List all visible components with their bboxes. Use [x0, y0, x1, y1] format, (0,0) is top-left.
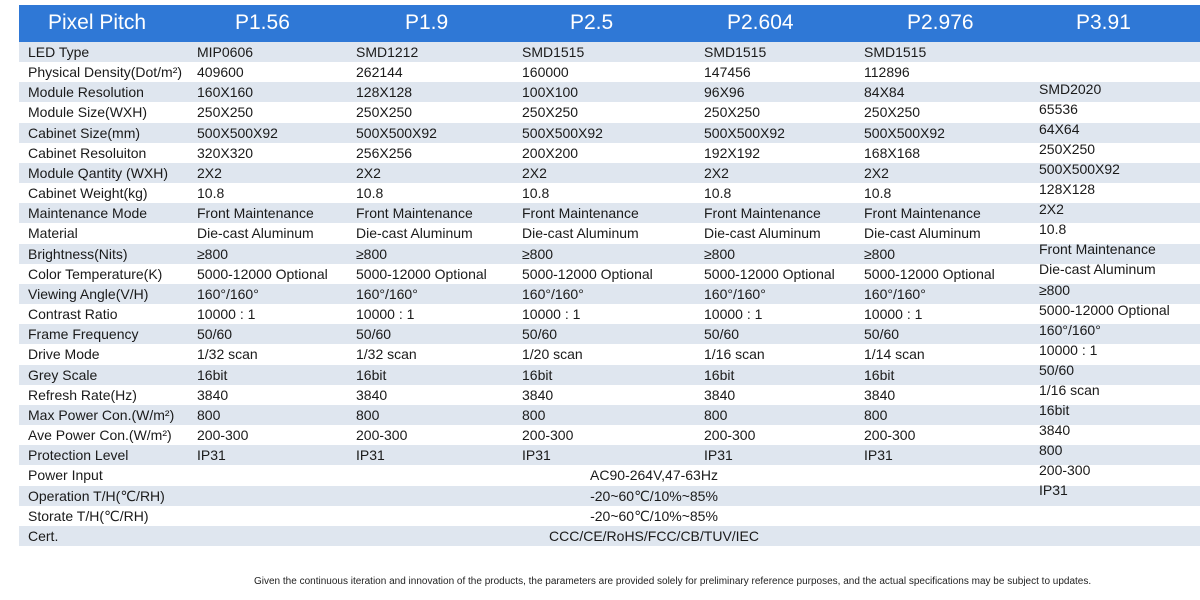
table-row [19, 264, 1200, 284]
row-label: Module Qantity (WXH) [28, 164, 169, 181]
table-cell: ≥800 [356, 245, 388, 262]
table-row [19, 203, 1200, 223]
header-model: P2.5 [570, 11, 614, 34]
table-cell: 500X500X92 [704, 124, 785, 141]
table-cell: Die-cast Aluminum [864, 225, 981, 242]
p391-cell: 250X250 [1039, 141, 1096, 158]
table-cell: 128X128 [356, 84, 413, 101]
p391-cell: Die-cast Aluminum [1039, 261, 1156, 278]
table-cell: 160°/160° [522, 285, 584, 302]
p391-cell: 800 [1039, 441, 1063, 458]
header-model: P1.56 [235, 11, 290, 34]
table-cell: Die-cast Aluminum [522, 225, 639, 242]
table-cell: IP31 [704, 447, 733, 464]
table-cell: IP31 [197, 447, 226, 464]
table-cell: SMD1515 [704, 44, 767, 60]
table-cell: 168X168 [864, 144, 921, 161]
row-label: Ave Power Con.(W/m²) [28, 427, 172, 444]
p391-cell: Front Maintenance [1039, 241, 1156, 258]
table-cell: 5000-12000 Optional [864, 265, 995, 282]
row-label: LED Type [28, 44, 90, 60]
table-cell: 800 [522, 406, 546, 423]
table-cell: 500X500X92 [356, 124, 437, 141]
table-row [19, 465, 1200, 485]
table-cell: 10.8 [356, 185, 384, 202]
table-cell: 5000-12000 Optional [197, 265, 328, 282]
header-row [19, 5, 1200, 42]
table-cell: 1/32 scan [356, 346, 417, 363]
table-cell: ≥800 [704, 245, 736, 262]
table-cell: 192X192 [704, 144, 761, 161]
row-label: Max Power Con.(W/m²) [28, 406, 175, 423]
header-model: P3.91 [1076, 11, 1131, 34]
table-cell: 2X2 [197, 164, 222, 181]
table-cell: 200-300 [356, 427, 408, 444]
row-label: Power Input [28, 467, 103, 484]
table-cell: 800 [356, 406, 380, 423]
row-label: Refresh Rate(Hz) [28, 386, 137, 403]
table-cell: 5000-12000 Optional [704, 265, 835, 282]
table-cell: 10.8 [522, 185, 550, 202]
table-cell: 800 [864, 406, 888, 423]
table-cell: Front Maintenance [522, 205, 639, 222]
footnote: Given the continuous iteration and innovation of the products, the parameters are provided solely for preliminary reference purposes, and the actual specifications may be subject to updates. [254, 576, 1092, 587]
table-cell: 160X160 [197, 84, 254, 101]
table-cell: ≥800 [522, 245, 554, 262]
table-cell: Front Maintenance [704, 205, 821, 222]
table-cell: 500X500X92 [197, 124, 278, 141]
table-row [19, 365, 1200, 385]
table-cell: 160000 [522, 64, 569, 81]
table-cell: 100X100 [522, 84, 579, 101]
row-label: Protection Level [28, 447, 129, 464]
table-cell: 50/60 [356, 326, 392, 343]
table-cell: SMD1515 [522, 44, 585, 60]
table-row [19, 324, 1200, 344]
row-label: Storate T/H(℃/RH) [28, 507, 149, 524]
table-row [19, 163, 1200, 183]
merged-cell: AC90-264V,47-63Hz [590, 467, 718, 484]
table-cell: 800 [704, 406, 728, 423]
row-label: Cabinet Size(mm) [28, 124, 141, 141]
p391-cell: 3840 [1039, 421, 1071, 438]
p391-cell: 64X64 [1039, 121, 1080, 138]
row-label: Viewing Angle(V/H) [28, 285, 149, 302]
table-cell: 2X2 [864, 164, 889, 181]
table-row [19, 82, 1200, 102]
table-cell: IP31 [522, 447, 551, 464]
table-cell: 50/60 [197, 326, 233, 343]
table-cell: 250X250 [356, 104, 413, 121]
table-cell: 409600 [197, 64, 244, 81]
table-cell: Front Maintenance [356, 205, 473, 222]
table-row [19, 486, 1200, 506]
table-cell: 160°/160° [356, 285, 418, 302]
table-cell: 84X84 [864, 84, 905, 101]
table-cell: 3840 [197, 386, 229, 403]
table-cell: 320X320 [197, 144, 254, 161]
table-cell: 200-300 [864, 427, 916, 444]
table-cell: 3840 [522, 386, 554, 403]
table-cell: 1/20 scan [522, 346, 583, 363]
table-cell: SMD1515 [864, 44, 927, 60]
table-cell: 200-300 [704, 427, 756, 444]
table-row [19, 425, 1200, 445]
row-label: Operation T/H(℃/RH) [28, 487, 165, 504]
table-cell: ≥800 [864, 245, 896, 262]
p391-cell: IP31 [1039, 482, 1068, 498]
table-cell: 2X2 [522, 164, 547, 181]
table-cell: 256X256 [356, 144, 413, 161]
row-label: Module Size(WXH) [28, 104, 148, 121]
p391-cell: SMD2020 [1039, 81, 1102, 97]
table-row [19, 102, 1200, 122]
table-cell: 1/32 scan [197, 346, 258, 363]
table-cell: 112896 [864, 64, 910, 81]
table-cell: 10000 : 1 [864, 306, 923, 323]
table-cell: 5000-12000 Optional [356, 265, 487, 282]
table-cell: 10.8 [197, 185, 225, 202]
table-cell: 10000 : 1 [197, 306, 256, 323]
table-cell: 200-300 [522, 427, 574, 444]
merged-cell: -20~60℃/10%~85% [590, 487, 718, 504]
table-cell: 16bit [522, 366, 553, 383]
table-cell: 250X250 [522, 104, 579, 121]
table-cell: 3840 [356, 386, 388, 403]
table-cell: 800 [197, 406, 221, 423]
table-row [19, 42, 1200, 62]
row-label: Brightness(Nits) [28, 245, 128, 262]
p391-cell: 10.8 [1039, 221, 1067, 238]
table-cell: 10000 : 1 [356, 306, 415, 323]
table-cell: 16bit [704, 366, 735, 383]
p391-cell: ≥800 [1039, 281, 1071, 298]
p391-cell: 16bit [1039, 401, 1070, 418]
table-row [19, 143, 1200, 163]
table-row [19, 506, 1200, 526]
row-label: Grey Scale [28, 366, 98, 383]
table-row [19, 445, 1200, 465]
table-cell: 50/60 [864, 326, 900, 343]
table-cell: MIP0606 [197, 44, 254, 60]
header-model: P1.9 [405, 11, 449, 34]
table-cell: 200-300 [197, 427, 249, 444]
table-cell: 16bit [356, 366, 387, 383]
table-cell: 250X250 [864, 104, 921, 121]
table-cell: 250X250 [197, 104, 254, 121]
row-label: Contrast Ratio [28, 306, 118, 323]
row-label: Physical Density(Dot/m²) [28, 64, 183, 81]
row-label: Module Resolution [28, 84, 144, 101]
table-row [19, 344, 1200, 364]
table-cell: 262144 [356, 64, 403, 81]
p391-cell: 500X500X92 [1039, 161, 1120, 178]
table-cell: 16bit [864, 366, 895, 383]
table-cell: 160°/160° [704, 285, 766, 302]
header-model: P2.976 [907, 11, 974, 34]
table-cell: IP31 [864, 447, 893, 464]
table-cell: 3840 [704, 386, 736, 403]
p391-cell: 50/60 [1039, 361, 1075, 378]
table-cell: 16bit [197, 366, 228, 383]
table-cell: 147456 [704, 64, 751, 81]
table-cell: 160°/160° [864, 285, 926, 302]
table-cell: IP31 [356, 447, 385, 464]
table-row [19, 123, 1200, 143]
merged-cell: -20~60℃/10%~85% [590, 507, 718, 524]
table-cell: 3840 [864, 386, 896, 403]
table-cell: Die-cast Aluminum [356, 225, 473, 242]
p391-cell: 10000 : 1 [1039, 341, 1098, 358]
table-row [19, 223, 1200, 243]
p391-cell: 1/16 scan [1039, 381, 1100, 398]
table-cell: 500X500X92 [864, 124, 945, 141]
table-cell: 160°/160° [197, 285, 259, 302]
table-cell: SMD1212 [356, 44, 419, 60]
table-cell: Die-cast Aluminum [197, 225, 314, 242]
table-cell: 50/60 [522, 326, 558, 343]
p391-cell: 2X2 [1039, 201, 1064, 218]
table-cell: 500X500X92 [522, 124, 603, 141]
table-cell: Front Maintenance [197, 205, 314, 222]
table-cell: 1/16 scan [704, 346, 765, 363]
table-cell: ≥800 [197, 245, 229, 262]
table-row [19, 183, 1200, 203]
p391-cell: 65536 [1039, 101, 1078, 118]
table-row [19, 405, 1200, 425]
header-model: P2.604 [727, 11, 794, 34]
table-row [19, 385, 1200, 405]
table-cell: Front Maintenance [864, 205, 981, 222]
row-label: Drive Mode [28, 346, 100, 363]
row-label: Maintenance Mode [28, 205, 148, 222]
header-title: Pixel Pitch [48, 11, 147, 34]
p391-cell: 200-300 [1039, 461, 1091, 478]
table-cell: 250X250 [704, 104, 761, 121]
row-label: Cert. [28, 527, 59, 544]
row-label: Frame Frequency [28, 326, 139, 343]
table-cell: 10.8 [704, 185, 732, 202]
table-cell: 2X2 [704, 164, 729, 181]
spec-table [19, 5, 1200, 546]
table-cell: 10.8 [864, 185, 892, 202]
table-cell: 10000 : 1 [522, 306, 581, 323]
table-row [19, 284, 1200, 304]
row-label: Material [28, 225, 78, 242]
table-cell: 10000 : 1 [704, 306, 763, 323]
table-cell: 200X200 [522, 144, 579, 161]
table-cell: 1/14 scan [864, 346, 925, 363]
merged-cell: CCC/CE/RoHS/FCC/CB/TUV/IEC [548, 527, 760, 544]
table-cell: 5000-12000 Optional [522, 265, 653, 282]
row-label: Cabinet Resoluiton [28, 144, 147, 161]
table-cell: Die-cast Aluminum [704, 225, 821, 242]
row-label: Cabinet Weight(kg) [28, 185, 148, 202]
table-row [19, 304, 1200, 324]
table-row [19, 526, 1200, 546]
table-cell: 96X96 [704, 84, 745, 101]
table-row [19, 244, 1200, 264]
row-label: Color Temperature(K) [28, 265, 163, 282]
p391-cell: 5000-12000 Optional [1039, 301, 1170, 318]
p391-cell: 128X128 [1039, 181, 1096, 198]
table-body [19, 42, 1200, 546]
table-cell: 50/60 [704, 326, 740, 343]
table-cell: 2X2 [356, 164, 381, 181]
p391-cell: 160°/160° [1039, 321, 1101, 338]
table-row [19, 62, 1200, 82]
